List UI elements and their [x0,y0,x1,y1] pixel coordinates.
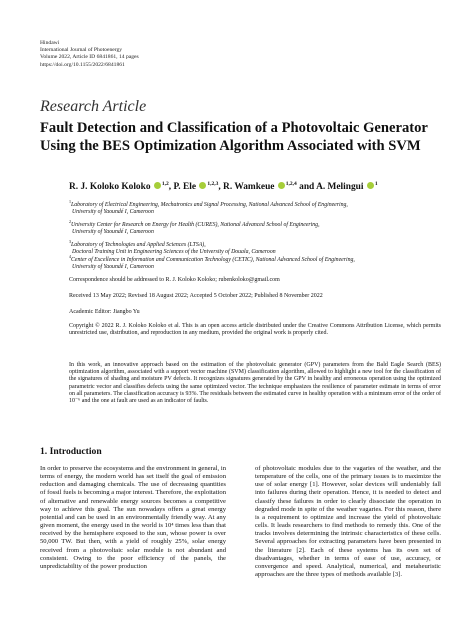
author-affil-sup: 1,2 [161,181,169,187]
affiliation-number: 3 [69,239,71,244]
author-name[interactable]: A. Melingui [316,182,364,193]
orcid-icon[interactable] [278,182,285,189]
affiliation-line: University of Yaoundé I, Cameroon [72,209,154,216]
orcid-icon[interactable] [367,182,374,189]
author-conjunction: and [299,182,315,193]
affiliation-1 [69,198,429,217]
author-separator: , [218,182,221,193]
author-separator: , [168,182,172,193]
header-meta [40,40,139,69]
article-type: Research Article [40,98,147,115]
correspondence-text: Correspondence should be addressed to R. J. Koloko Koloko; rubenkoloko@gmail.com [69,277,280,283]
article-dates: Received 13 May 2022; Revised 18 August 2022; Accepted 5 October 2022; Published 8 November 2022 [69,293,323,299]
author-name[interactable]: P. Ele [173,182,197,193]
body-column-right: of photovoltaic modules due to the vagaries of the weather, and the temperature of the cells, one of the primary issues is to maximize the use of solar energy [1]. However, solar devices will undeniably fall into failures during their operation. Hence, it is needed to detect and classify these failures in order to clearly dissociate the operation in degraded mode in spite of the weather vagaries. For this reason, there is a requirement to optimize and increase the yield of photovoltaic cells. It leads researchers to find methods to remedy this. One of the tracks involves determining the intrinsic characteristics of these cells. Several approaches for extracting parameters have been presented in the literature [2]. Each of these systems has its own set of disadvantages, whether in terms of ease of use, accuracy, or convergence and speed. Analytical, numerical, and metaheuristic approaches are the three types of methods available [3]. [255,465,441,579]
paper-title: Fault Detection and Classification of a Photovoltaic Generator Using the BES Optimization Algorithm Associated with SVM [40,120,428,154]
section-heading: 1. Introduction [40,446,102,457]
affiliation-4 [69,253,429,272]
publisher: Hindawi [40,40,60,46]
author-affil-sup: 1,2,4 [285,181,297,187]
body-column-left: In order to preserve the ecosystems and the environment in general, in terms of energy, the modern world has set itself the goal of emission reduction and damaging chemicals. The use of decreasing quantities of fossil fuels is becoming a major interest. Therefore, the exploitation of alternative and renewable energy sources becomes a competitive way to achieve this goal. The sun nowadays offers a great energy potential and can be used in an environmentally friendly way. At any given moment, the energy used in the world is 10⁴ times less than that received by the hemisphere exposed to the sun, whose power is over 50,000 TW. But then, with a yield of roughly 25%, solar energy received from a photovoltaic solar module is not abundant and consistent. Owing to the poor efficiency of the panels, the unpredictability of the power production [40,465,226,570]
volume-info: Volume 2022, Article ID 6841861, 14 pages [40,54,139,61]
doi-link[interactable]: https://doi.org/10.1155/2022/6841861 [40,61,125,68]
correspondence [69,277,441,284]
copyright-notice: Copyright © 2022 R. J. Koloko Koloko et al. This is an open access article distributed under the Creative Commons Attribution License, which permits unrestricted use, distribution, and reproduction in any medium, provided the original work is properly cited. [69,323,441,337]
affiliation-line: University Center for Research on Energy for Health (CURES), National Advanced School of Engineering, [71,221,320,228]
author-affil-sup: 1,2,3 [207,181,219,187]
affiliation-line: Doctoral Training Unit in Engineering Sciences of the University of Douala, Cameroon [72,249,276,256]
affiliation-number: 4 [69,254,71,259]
academic-editor: Academic Editor: Jiangbo Yu [69,309,140,315]
author-name[interactable]: R. J. Koloko Koloko [69,182,151,193]
author-name[interactable]: R. Wamkeue [223,182,275,193]
author-affil-sup: 1 [374,181,378,187]
affiliation-line: University of Yaoundé I, Cameroon [72,229,154,236]
journal-name: International Journal of Photoenergy [40,47,123,54]
affiliation-line: Laboratory of Technologies and Applied Sciences (LTSA), [71,241,206,248]
affiliation-line: Laboratory of Electrical Engineering, Mechatronics and Signal Processing, National Advanced School of Engineering, [71,201,348,208]
orcid-icon[interactable] [199,182,206,189]
orcid-icon[interactable] [154,182,161,189]
abstract: In this work, an innovative approach based on the estimation of the photovoltaic generator (GPV) parameters from the Bald Eagle Search (BES) optimization algorithm, associated with a support vector machine (SVM) classification algorithm, allowed to highlight a new tool for the classification of the signatures of shading and moisture PV defects. It recognizes signatures generated by the GPV in healthy and erroneous operation using the optimized parametric vector and classifies defects using the same optimized vector. The technique emphasizes the resilience of parameter estimate in terms of error on all parameters. The classification accuracy is 93%. The residuals between the estimated curve in healthy operation with a minimum error of the order of 10⁻⁶ and the one at fault are used as an indicator of faults. [69,362,441,405]
affiliation-line: University of Yaoundé I, Cameroon [72,264,154,271]
affiliation-line: Center of Excellence in Information and Communication Technology (CETIC), National Advanced School of Engineering, [71,256,355,263]
author-list [69,181,378,192]
affiliation-number: 2 [69,219,71,224]
affiliation-2 [69,218,429,237]
affiliation-number: 1 [69,199,71,204]
